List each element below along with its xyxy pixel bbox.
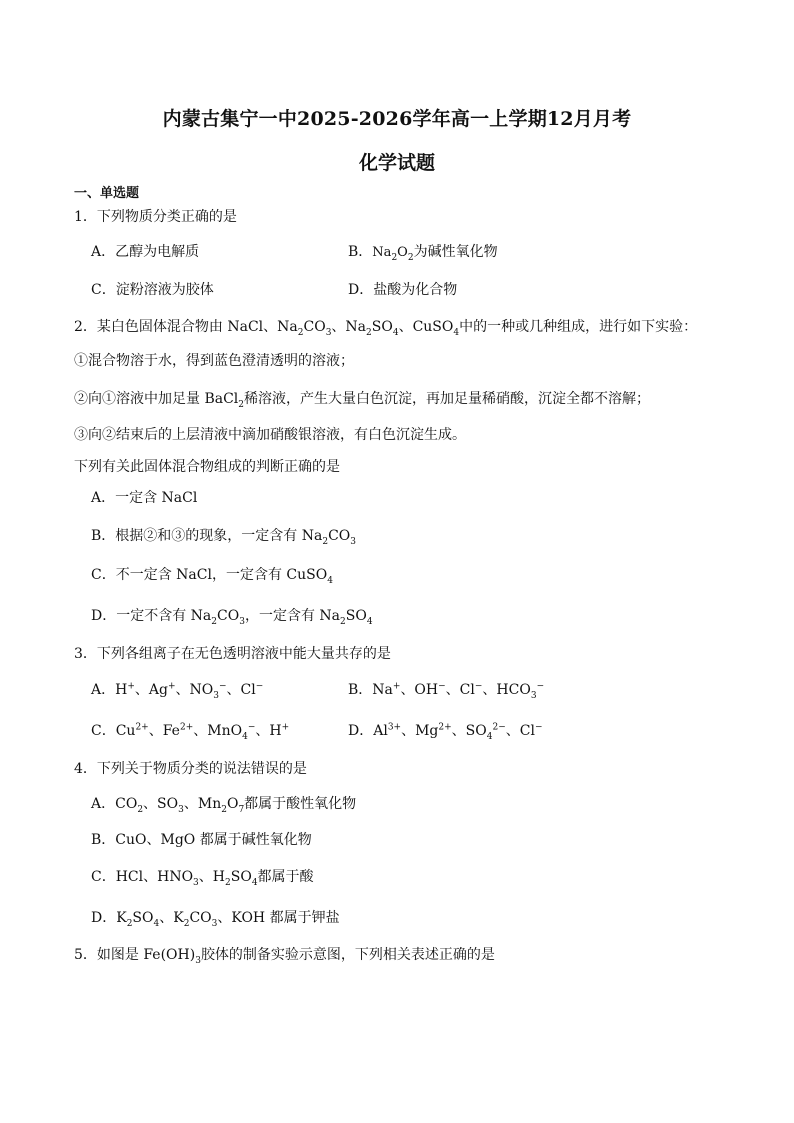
q3-option-c: C．$Cu^{2+}$、$Fe^{2+}$、MnO$_4$−、H+ xyxy=(91,722,290,742)
q4-option-c: C．HCl、$HNO_3$、$H_2SO_4$都属于酸 xyxy=(91,869,314,888)
q2-option-a: A．一定含 NaCl xyxy=(91,490,198,506)
question-5-stem: 5．如图是 $Fe(OH)_3$胶体的制备实验示意图，下列相关表述正确的是 xyxy=(74,947,495,966)
q2-step-2: ②向①溶液中加足量 BaCl$_2$稀溶液，产生大量白色沉淀，再加足量稀硝酸，沉淀全都不溶解； xyxy=(74,391,651,410)
question-3-stem: 3．下列各组离子在无色透明溶液中能大量共存的是 xyxy=(74,646,391,662)
q1-option-b: B．$Na_2O_2$为碱性氧化物 xyxy=(348,244,498,263)
q2-option-b: B．根据②和③的现象，一定含有 $Na_2CO_3$ xyxy=(91,528,357,547)
q1-option-a: A．乙醇为电解质 xyxy=(91,244,200,260)
q2-option-c: C．不一定含 NaCl，一定含有 CuSO$_4$ xyxy=(91,567,333,586)
question-2-stem: 2．某白色固体混合物由 NaCl、$Na_2CO_3$、$Na_2SO_4$、CuSO$_4$中的一种或几种组成，进行如下实验： xyxy=(74,319,698,338)
question-1-stem: 1．下列物质分类正确的是 xyxy=(74,209,237,225)
question-4-stem: 4．下列关于物质分类的说法错误的是 xyxy=(74,761,307,777)
exam-subtitle: 化学试题 xyxy=(358,152,435,174)
q3-option-d: D．$Al^{3+}$、$Mg^{2+}$、$SO_4^{2-}$、Cl− xyxy=(348,722,543,742)
q1-option-c: C．淀粉溶液为胶体 xyxy=(91,282,214,298)
q1-option-d: D．盐酸为化合物 xyxy=(348,282,458,298)
exam-title: 内蒙古集宁一中2025-2026学年高一上学期12月月考 xyxy=(162,108,632,130)
q4-option-b: B．CuO、MgO 都属于碱性氧化物 xyxy=(91,832,312,848)
q2-ask: 下列有关此固体混合物组成的判断正确的是 xyxy=(74,459,340,475)
q3-option-b: B．Na+、OH−、Cl−、$HCO_3^-$ xyxy=(348,681,545,701)
q4-option-d: D．$K_2SO_4$、$K_2CO_3$、KOH 都属于钾盐 xyxy=(91,910,340,929)
q2-step-3: ③向②结束后的上层清液中滴加硝酸银溶液，有白色沉淀生成。 xyxy=(74,427,466,443)
q4-option-a: A．$CO_2$、$SO_3$、$Mn_2O_7$都属于酸性氧化物 xyxy=(91,796,357,815)
q2-option-d: D．一定不含有 $Na_2CO_3$，一定含有 $Na_2SO_4$ xyxy=(91,608,373,627)
q2-step-1: ①混合物溶于水，得到蓝色澄清透明的溶液； xyxy=(74,353,354,369)
q3-option-a: A．H+、Ag+、$NO_3^-$、Cl− xyxy=(91,681,264,701)
section-heading: 一、单选题 xyxy=(74,186,140,201)
